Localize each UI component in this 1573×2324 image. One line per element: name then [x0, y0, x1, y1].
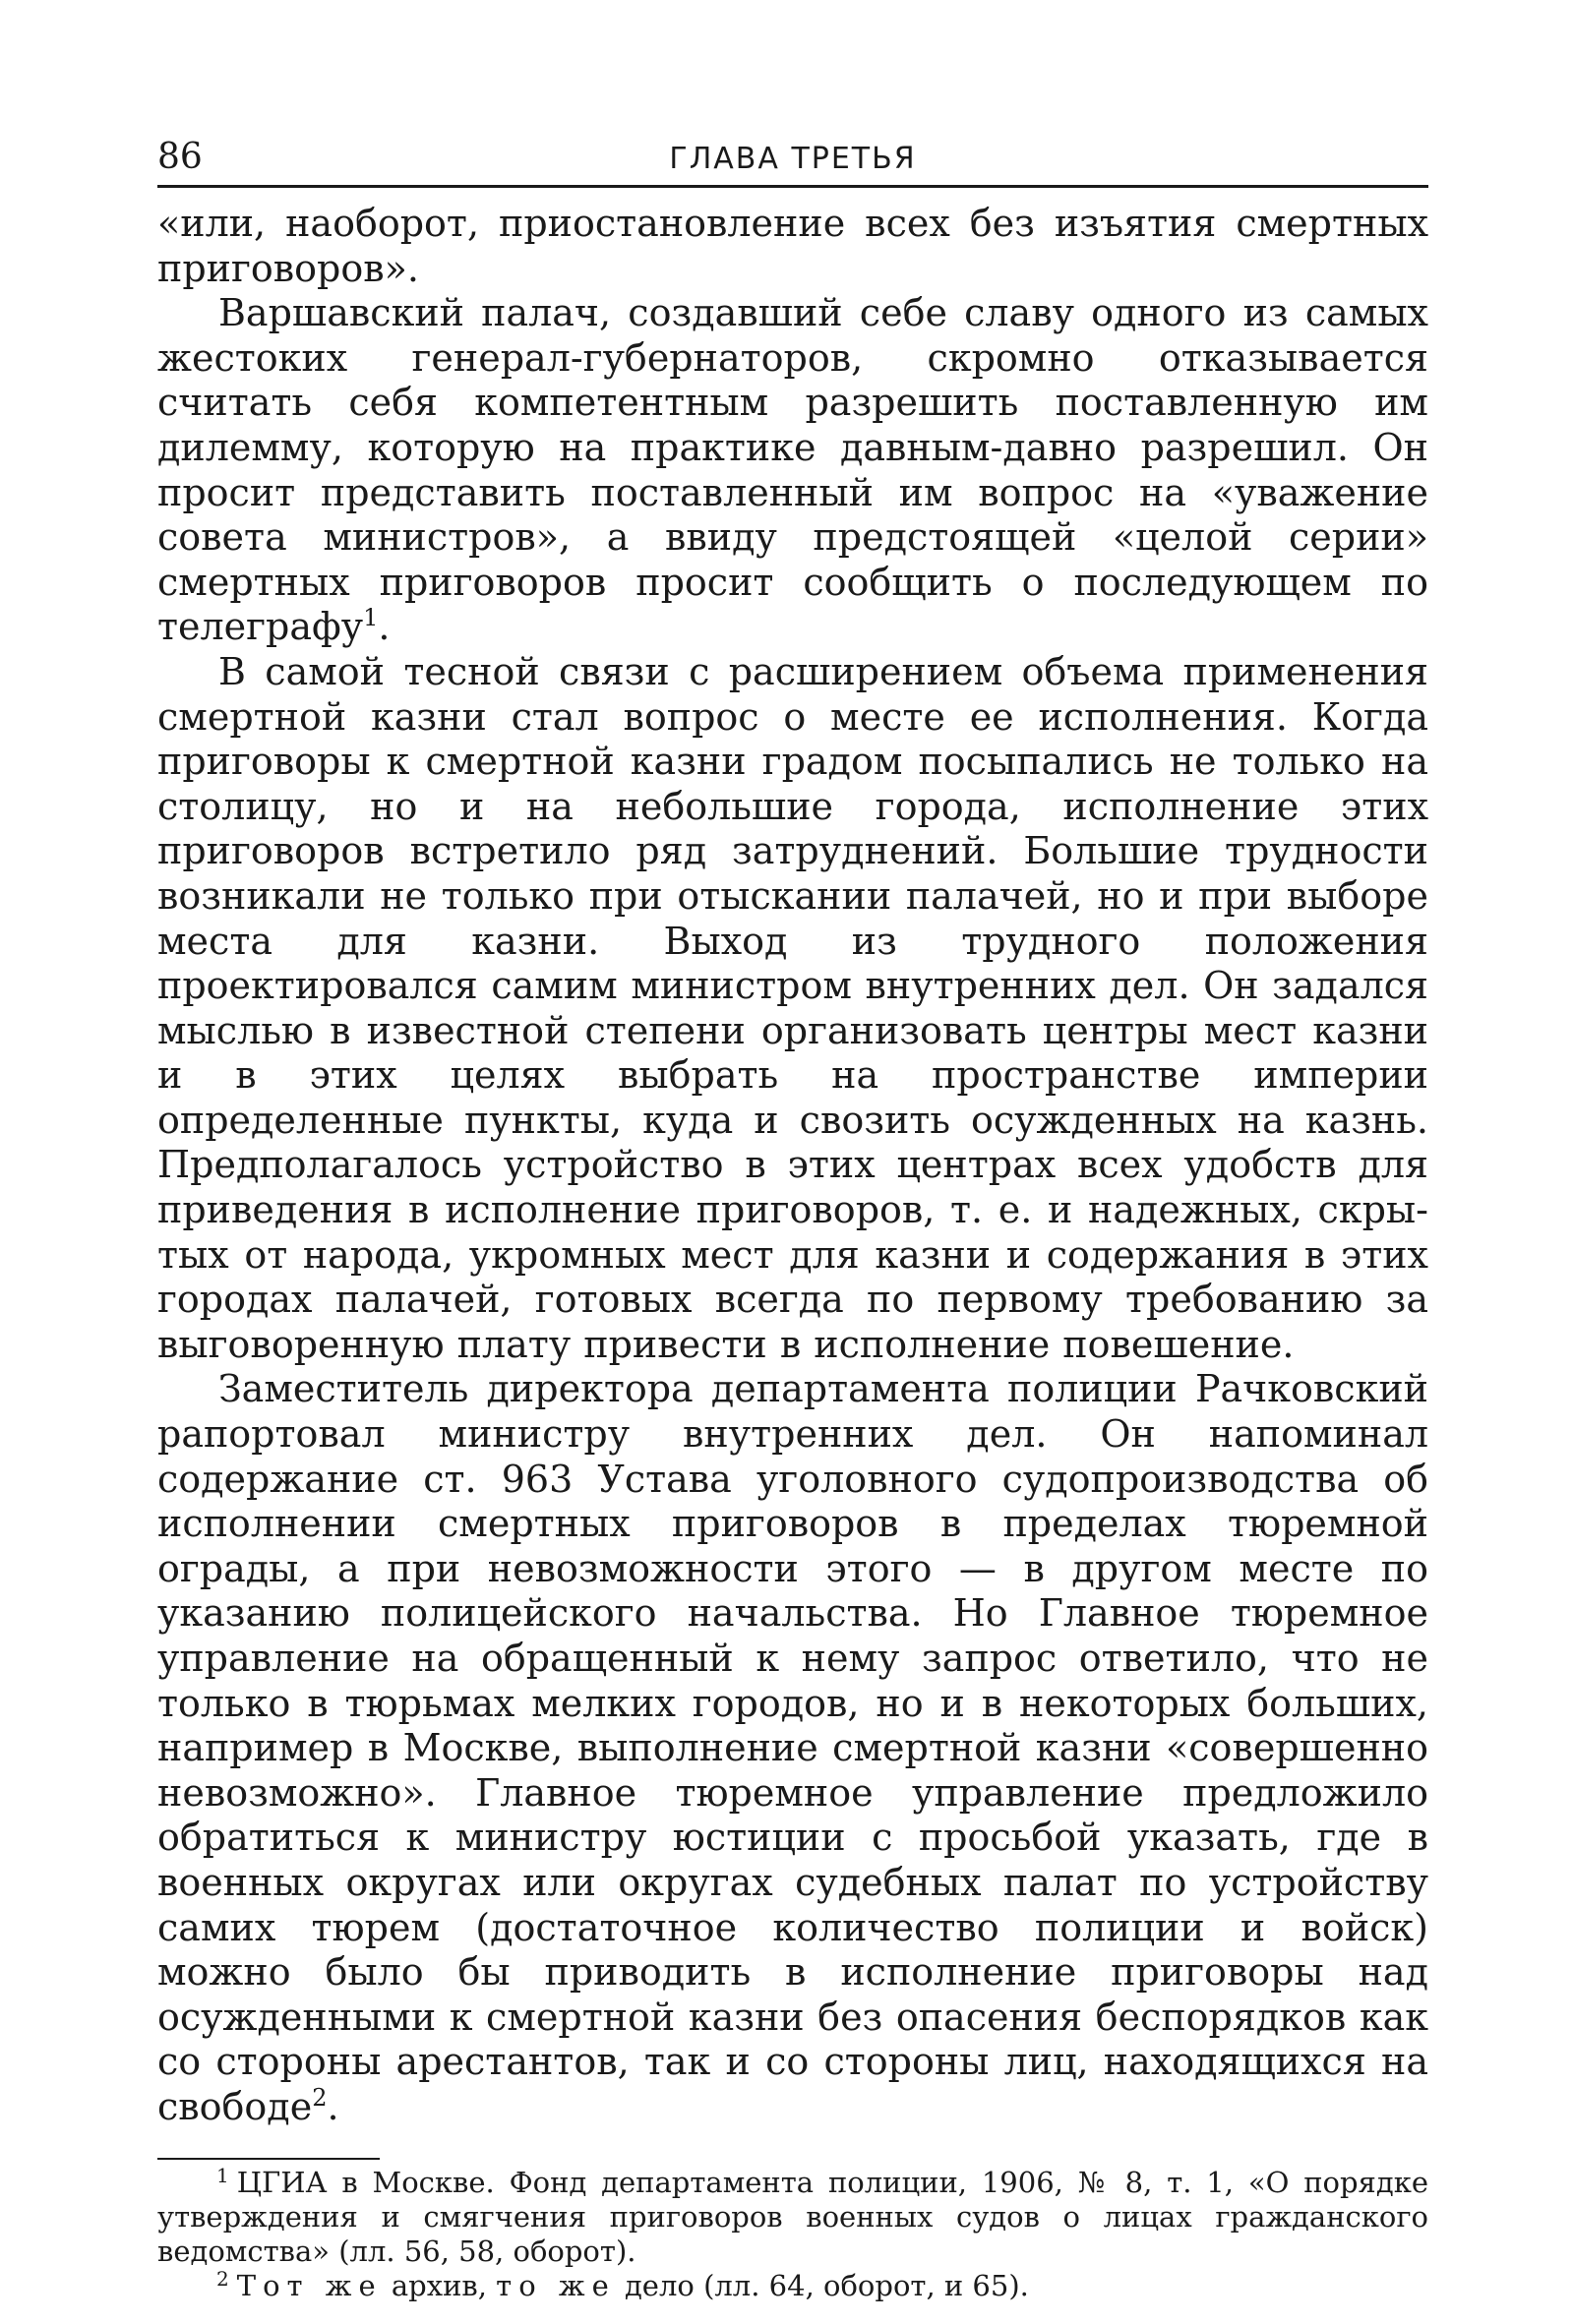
paragraph: Заместитель директора департамента полиции Рачковский рапортовал министру внутренних дел. Он напоминал содержание ст. 963 Устава уголовного судопроизводства об исполнении смертных приговоров в пределах тюремной ограды, а при невозможности этого — в другом месте по указанию полицейского начальства. Но Главное тюремное управление на обращенный к нему запрос ответило, что не только в тюрьмах мелких городов, но и в некоторых больших, например в Москве, выполнение смертной казни «совершенно невозможно». Главное тюремное управление предложило обратиться к министру юстиции с просьбой указать, где в военных округах или округах судебных палат по устройству самих тюрем (достаточное количество полиции и войск) можно было бы приводить в исполнение приговоры над осужденными к смертной казни без опасения беспорядков как со стороны арестантов, так и со стороны лиц, находящихся на свободе$^2$.	[157, 1367, 1428, 2128]
footnote-divider	[157, 2158, 380, 2160]
footnote: $^1$ ЦГИА в Москве. Фонд департамента полиции, 1906, № 8, т. 1, «О порядке утверждения и смягчения приговоров военных судов о лицах гражданского ведомства» (лл. 56, 58, оборот).	[157, 2163, 1428, 2268]
document-page	[157, 138, 1428, 2303]
running-head: ГЛАВА ТРЕТЬЯ	[669, 142, 917, 176]
footnote-reference[interactable]: 1	[363, 604, 379, 632]
footnote-mark: 1	[216, 2163, 229, 2187]
page-header	[157, 138, 1428, 188]
footnote-mark: 2	[216, 2266, 229, 2291]
paragraph: В самой тесной связи с расширением объема применения смертной казни стал вопрос о месте ее исполнения. Когда приговоры к смертной казни градом посыпались не только на столицу, но и на небольшие города, исполнение этих приговоров встретило ряд затруднений. Большие трудности возникали не только при отыскании палачей, но и при выборе места для казни. Выход из трудного положения проектировался самим министром внутренних дел. Он задался мыслью в известной степени организовать центры мест казни и в этих целях выбрать на пространстве империи определенные пункты, куда и свозить осужденных на казнь. Предполагалось устройство в этих центрах всех удобств для приведения в исполнение приговоров, т. е. и надежных, скрытых от народа, укромных мест для казни и содержания в этих городах палачей, готовых всегда по первому требованию за выговоренную плату привести в исполнение повешение.	[157, 649, 1428, 1366]
body-text	[157, 202, 1428, 2130]
paragraph: Варшавский палач, создавший себе славу одного из самых жестоких генерал-губернаторов, скромно отказывается считать себя компетентным разрешить поставленную им дилемму, которую на практике давным-давно разрешил. Он просит представить поставленный им вопрос на «уважение совета министров», а ввиду предстоящей «целой серии» смертных приговоров просит сообщить о последующем по телеграфу$^1$.	[157, 291, 1428, 649]
footnote: $^2$ Тот же архив, то же дело (лл. 64, оборот, и 65).	[216, 2266, 1029, 2302]
page-number: 86	[157, 137, 203, 177]
footnote-reference[interactable]: 2	[312, 2083, 328, 2112]
footnotes	[157, 2163, 1428, 2303]
paragraph: «или, наоборот, приостановление всех без изъятия смертных приговоров».	[157, 202, 1428, 290]
